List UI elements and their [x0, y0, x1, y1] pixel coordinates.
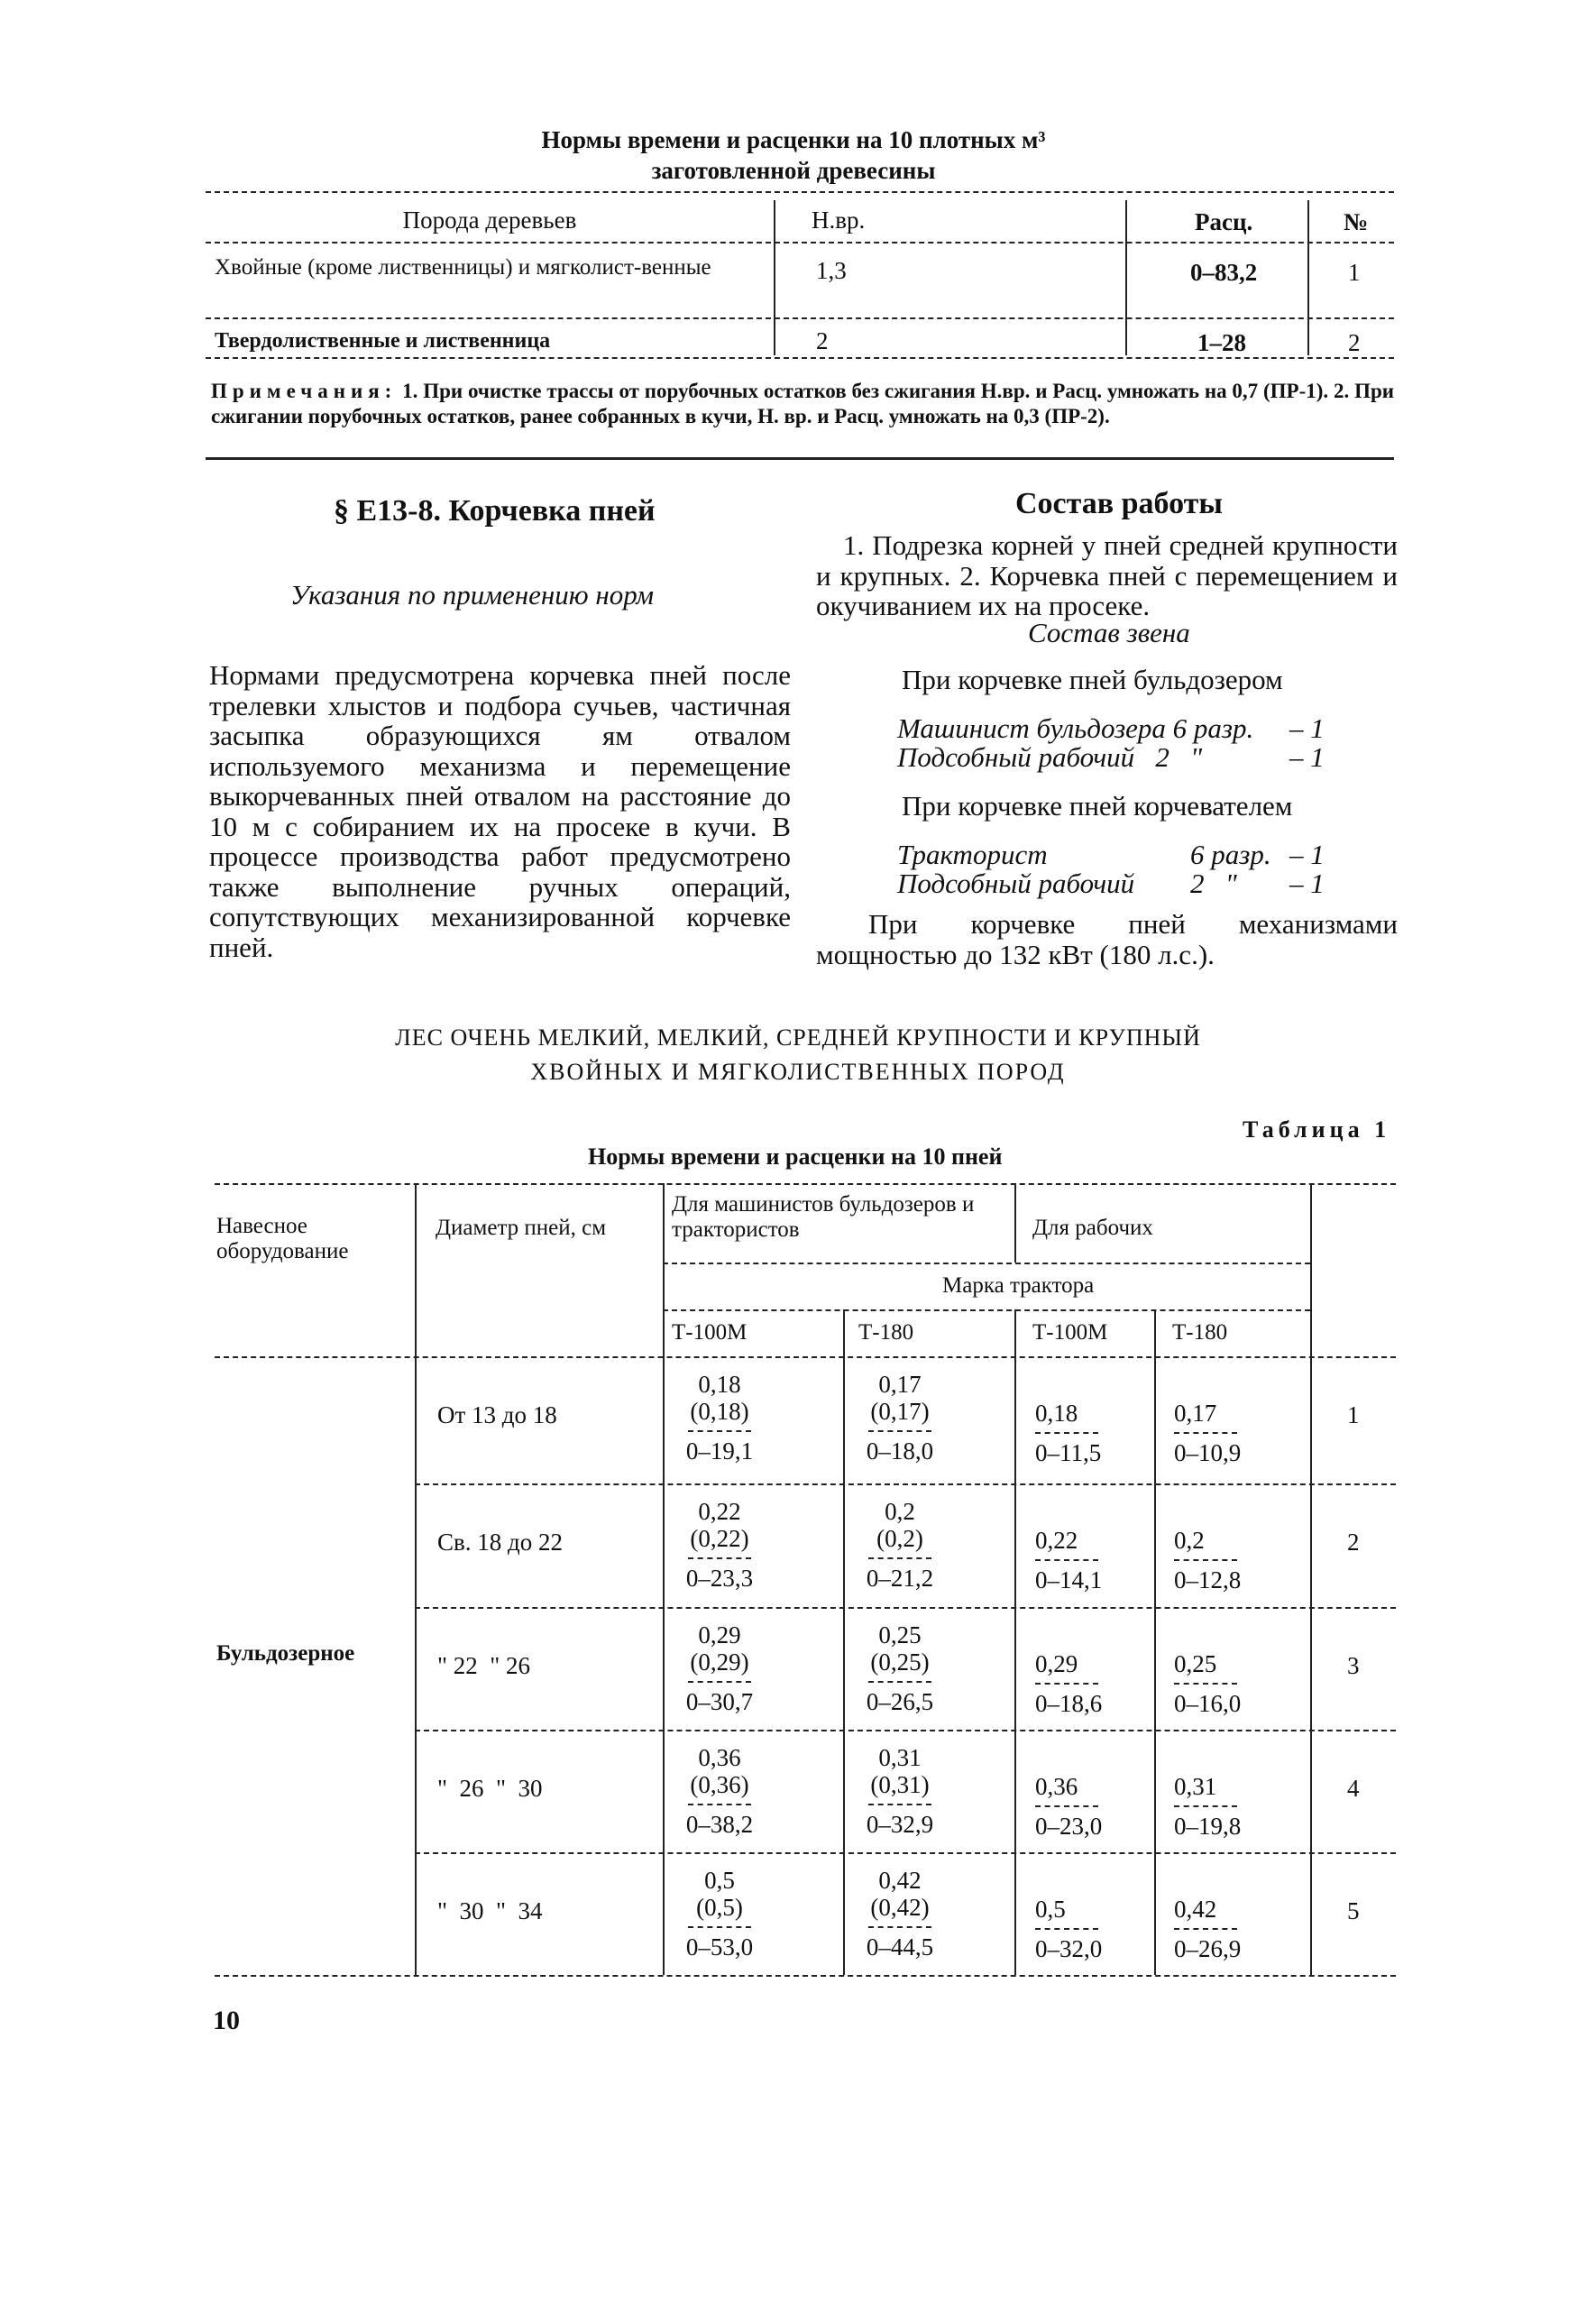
uprooter-crew-role-2: Подсобный рабочий [897, 868, 1135, 899]
forest-heading [271, 1021, 1325, 1089]
norm-value-paren: (0,17) [870, 1398, 930, 1425]
table1-equipment-value: Бульдозерное [216, 1641, 355, 1666]
top-table-divider [774, 200, 775, 355]
uprooter-crew-role-1: Тракторист [897, 839, 1048, 870]
table1-cell-c2 [846, 1621, 954, 1715]
norm-value-paren: (0,2) [876, 1525, 923, 1552]
table1-header-brand-2: Т-180 [858, 1320, 914, 1345]
top-row1-nvr: 1,3 [816, 257, 847, 284]
norm-value: 0,22 [1035, 1527, 1078, 1554]
norm-value: 0,18 [1035, 1400, 1078, 1427]
norm-value: 0,25 [878, 1621, 922, 1648]
table1-cell-c3 [1035, 1527, 1102, 1593]
table1-rule [215, 1356, 1396, 1358]
top-row1-rasc: 0–83,2 [1190, 259, 1258, 286]
norm-value: 0,17 [878, 1371, 922, 1398]
rate-value: 0–10,9 [1174, 1439, 1242, 1466]
table1-label: Таблица 1 [1243, 1116, 1391, 1143]
rate-value: 0–23,3 [685, 1565, 754, 1592]
table1-cell-c1 [665, 1867, 774, 1961]
table1-cell-c3 [1035, 1650, 1102, 1717]
fraction-line [1174, 1928, 1237, 1930]
norm-value: 0,2 [885, 1498, 915, 1525]
table1-cell-c1 [665, 1498, 774, 1592]
norm-value: 0,25 [1174, 1650, 1217, 1677]
bulldozer-crew-count-1: – 1 [1289, 712, 1325, 744]
rate-value: 0–19,8 [1174, 1813, 1242, 1840]
rate-value: 0–53,0 [685, 1933, 754, 1961]
table1-cell-c4 [1174, 1650, 1241, 1717]
table1-rule [415, 1852, 1396, 1854]
table1-row-diameter: " 30 " 34 [437, 1897, 543, 1924]
fraction-line [688, 1681, 751, 1683]
norm-value-paren: (0,5) [696, 1894, 743, 1921]
table1-cell-c4 [1174, 1896, 1241, 1962]
rate-value: 0–32,0 [1035, 1935, 1103, 1962]
crew-heading: Состав звена [1028, 617, 1190, 648]
norm-value: 0,31 [878, 1744, 922, 1771]
fraction-line [868, 1557, 931, 1559]
fraction-line [1035, 1683, 1098, 1685]
table1-row-diameter: Св. 18 до 22 [437, 1529, 563, 1556]
norm-value: 0,5 [704, 1867, 735, 1894]
fraction-line [1035, 1928, 1098, 1930]
norm-value-paren: (0,29) [690, 1648, 749, 1676]
norm-value: 0,42 [878, 1867, 922, 1894]
norm-value: 0,22 [698, 1498, 741, 1525]
fraction-line [1035, 1805, 1098, 1807]
norm-value: 0,2 [1174, 1527, 1205, 1554]
rate-value: 0–30,7 [685, 1688, 754, 1715]
norm-value: 0,5 [1035, 1896, 1066, 1923]
rate-value: 0–38,2 [685, 1811, 754, 1838]
table1-row-number: 4 [1347, 1775, 1360, 1802]
norm-value-paren: (0,36) [690, 1771, 749, 1798]
table1-row-diameter: " 22 " 26 [437, 1652, 531, 1679]
table1-row-number: 1 [1347, 1401, 1360, 1428]
notes-text: 1. При очистке трассы от порубочных остатков без сжигания Н.вр. и Расц. умножать на 0,7 (ПР-1). 2. При сжигании порубочных остатков, ранее собранных в кучи, Н. вр. и Расц. умножать на 0,3 (ПР-2). [211, 380, 1395, 427]
uprooter-caption: При корчевке пней корчевателем [902, 790, 1293, 822]
uprooter-crew-grade-1: 6 разр. [1190, 839, 1271, 870]
table1-cell-c1 [665, 1744, 774, 1838]
table1-rule [215, 1183, 1396, 1185]
table1-row-number: 3 [1347, 1652, 1360, 1679]
norm-value: 0,42 [1174, 1896, 1217, 1923]
section-heading: § Е13-8. Корчевка пней [334, 494, 656, 528]
fraction-line [688, 1430, 751, 1432]
table1-row-diameter: " 26 " 30 [437, 1775, 543, 1802]
top-row2-nvr: 2 [816, 327, 829, 354]
rate-value: 0–44,5 [866, 1933, 934, 1961]
rate-value: 0–18,6 [1035, 1690, 1103, 1717]
bulldozer-crew-count-2: – 1 [1289, 741, 1325, 773]
rate-value: 0–16,0 [1174, 1690, 1242, 1717]
notes-label: Примечания: [211, 380, 398, 402]
fraction-line [868, 1681, 931, 1683]
table1-divider [1014, 1309, 1016, 1975]
work-text: 1. Подрезка корней у пней средней крупности и крупных. 2. Корчевка пней с перемещением и окучиванием их на просеке. [816, 529, 1398, 621]
norm-value-paren: (0,31) [870, 1771, 930, 1798]
forest-heading-line2: ХВОЙНЫХ И МЯГКОЛИСТВЕННЫХ ПОРОД [530, 1059, 1066, 1085]
uprooter-crew-grade-2: 2 " [1190, 868, 1237, 899]
top-table-rule [206, 357, 1394, 359]
top-row2-no: 2 [1348, 329, 1361, 356]
norm-value: 0,29 [698, 1621, 741, 1648]
table1-cell-c2 [846, 1744, 954, 1838]
fraction-line [688, 1557, 751, 1559]
table1-rule [663, 1263, 1310, 1264]
norm-value-paren: (0,18) [690, 1398, 749, 1425]
rate-value: 0–12,8 [1174, 1566, 1242, 1593]
table1-cell-c3 [1035, 1896, 1102, 1962]
table1-rule [415, 1607, 1396, 1609]
top-table-title-line1: Нормы времени и расценки на 10 плотных м³ [541, 126, 1046, 153]
rate-value: 0–26,9 [1174, 1935, 1242, 1962]
table1-cell-c2 [846, 1498, 954, 1592]
fraction-line [688, 1804, 751, 1805]
table1-cell-c1 [665, 1371, 774, 1465]
rate-value: 0–19,1 [685, 1437, 754, 1465]
table1-header-brand-1: Т-100М [672, 1320, 748, 1345]
top-row1-no: 1 [1348, 259, 1361, 286]
norm-value: 0,36 [698, 1744, 741, 1771]
bulldozer-crew-role-2: Подсобный рабочий 2 " [897, 741, 1203, 773]
top-header-no: № [1344, 208, 1369, 235]
table1-rule [415, 1730, 1396, 1731]
page-number: 10 [213, 2006, 240, 2035]
norm-value: 0,17 [1174, 1400, 1217, 1427]
top-row1-species: Хвойные (кроме лиственницы) и мягколист-венные [215, 255, 711, 280]
table1-row-number: 5 [1347, 1897, 1360, 1924]
fraction-line [868, 1926, 931, 1928]
norm-value-paren: (0,22) [690, 1525, 749, 1552]
rate-value: 0–21,2 [866, 1565, 934, 1592]
section-body: Нормами предусмотрена корчевка пней после трелевки хлыстов и подбора сучьев, частичная засыпка образующихся ям отвалом используемого механизма и перемещение выкорчеванных пней отвалом на расстояние до 10 м с собиранием их на просеке в кучи. В процессе производства работ предусмотрено также выполнение ручных операций, сопутствующих механизированной корчевке пней. [209, 659, 791, 963]
table1-cell-c3 [1035, 1773, 1102, 1840]
table1-rule [415, 1483, 1396, 1485]
fraction-line [1035, 1559, 1098, 1561]
uprooter-crew-count-2: – 1 [1289, 868, 1325, 899]
top-header-rasc: Расц. [1195, 208, 1253, 235]
top-header-nvr: Н.вр. [812, 207, 866, 234]
top-row2-rasc: 1–28 [1197, 329, 1246, 356]
norm-value: 0,29 [1035, 1650, 1078, 1677]
table1-rule [663, 1309, 1310, 1311]
rate-value: 0–18,0 [866, 1437, 934, 1465]
section-subheading: Указания по применению норм [290, 579, 654, 611]
norm-value: 0,36 [1035, 1773, 1078, 1800]
table1-header-workers: Для рабочих [1032, 1216, 1153, 1240]
table1-header-diameter: Диаметр пней, см [436, 1216, 607, 1240]
top-table-rule [206, 317, 1394, 319]
table1-cell-c2 [846, 1371, 954, 1465]
table1-divider [1310, 1183, 1312, 1975]
uprooter-crew-count-1: – 1 [1289, 839, 1325, 870]
section-separator [206, 457, 1394, 460]
fraction-line [1174, 1683, 1237, 1685]
power-note: При корчевке пней механизмами мощностью до 132 кВт (180 л.с.). [816, 908, 1398, 970]
fraction-line [688, 1926, 751, 1928]
forest-heading-line1: ЛЕС ОЧЕНЬ МЕЛКИЙ, МЕЛКИЙ, СРЕДНЕЙ КРУПНОСТИ И КРУПНЫЙ [395, 1024, 1201, 1051]
norm-value: 0,31 [1174, 1773, 1217, 1800]
bulldozer-crew-role-1: Машинист бульдозера 6 разр. [897, 712, 1254, 744]
table1-header-brand-4: Т-180 [1172, 1320, 1228, 1345]
rate-value: 0–14,1 [1035, 1566, 1103, 1593]
table1-cell-c1 [665, 1621, 774, 1715]
rate-value: 0–26,5 [866, 1688, 934, 1715]
table1-header-brand-3: Т-100М [1032, 1320, 1108, 1345]
rate-value: 0–23,0 [1035, 1813, 1103, 1840]
table1-divider [1154, 1309, 1156, 1975]
table1-rule [215, 1975, 1396, 1977]
table1-divider [663, 1183, 665, 1975]
table1-header-operators: Для машинистов бульдозеров и трактористов [672, 1192, 975, 1242]
table1-divider [415, 1183, 417, 1975]
top-table-rule [206, 242, 1394, 243]
top-table-notes [211, 379, 1394, 429]
table1-row-number: 2 [1347, 1529, 1360, 1556]
work-heading: Состав работы [1015, 487, 1223, 520]
top-table-rule [206, 191, 1394, 193]
top-table-divider [1125, 200, 1127, 355]
fraction-line [868, 1804, 931, 1805]
table1-title: Нормы времени и расценки на 10 пней [588, 1143, 1003, 1170]
top-header-species: Порода деревьев [402, 207, 577, 234]
table1-cell-c4 [1174, 1773, 1241, 1840]
table1-cell-c2 [846, 1867, 954, 1961]
bulldozer-caption: При корчевке пней бульдозером [902, 664, 1283, 695]
top-table-title [298, 124, 1289, 186]
fraction-line [1174, 1559, 1237, 1561]
fraction-line [1035, 1432, 1098, 1434]
top-row2-species: Твердолиственные и лиственница [215, 329, 551, 353]
fraction-line [868, 1430, 931, 1432]
norm-value-paren: (0,25) [870, 1648, 930, 1676]
table1-cell-c4 [1174, 1527, 1241, 1593]
table1-header-tractor-brand: Марка трактора [942, 1273, 1095, 1298]
norm-value-paren: (0,42) [870, 1894, 930, 1921]
table1-divider [843, 1309, 845, 1975]
table1-cell-c4 [1174, 1400, 1241, 1466]
table1-cell-c3 [1035, 1400, 1101, 1466]
rate-value: 0–11,5 [1035, 1439, 1102, 1466]
fraction-line [1174, 1805, 1237, 1807]
top-table-divider [1307, 200, 1309, 355]
rate-value: 0–32,9 [866, 1811, 934, 1838]
table1-header-equipment: Навесное оборудование [216, 1214, 349, 1263]
fraction-line [1174, 1432, 1237, 1434]
table1-row-diameter: От 13 до 18 [437, 1401, 557, 1428]
norm-value: 0,18 [698, 1371, 741, 1398]
top-table-title-line2: заготовленной древесины [651, 157, 936, 184]
